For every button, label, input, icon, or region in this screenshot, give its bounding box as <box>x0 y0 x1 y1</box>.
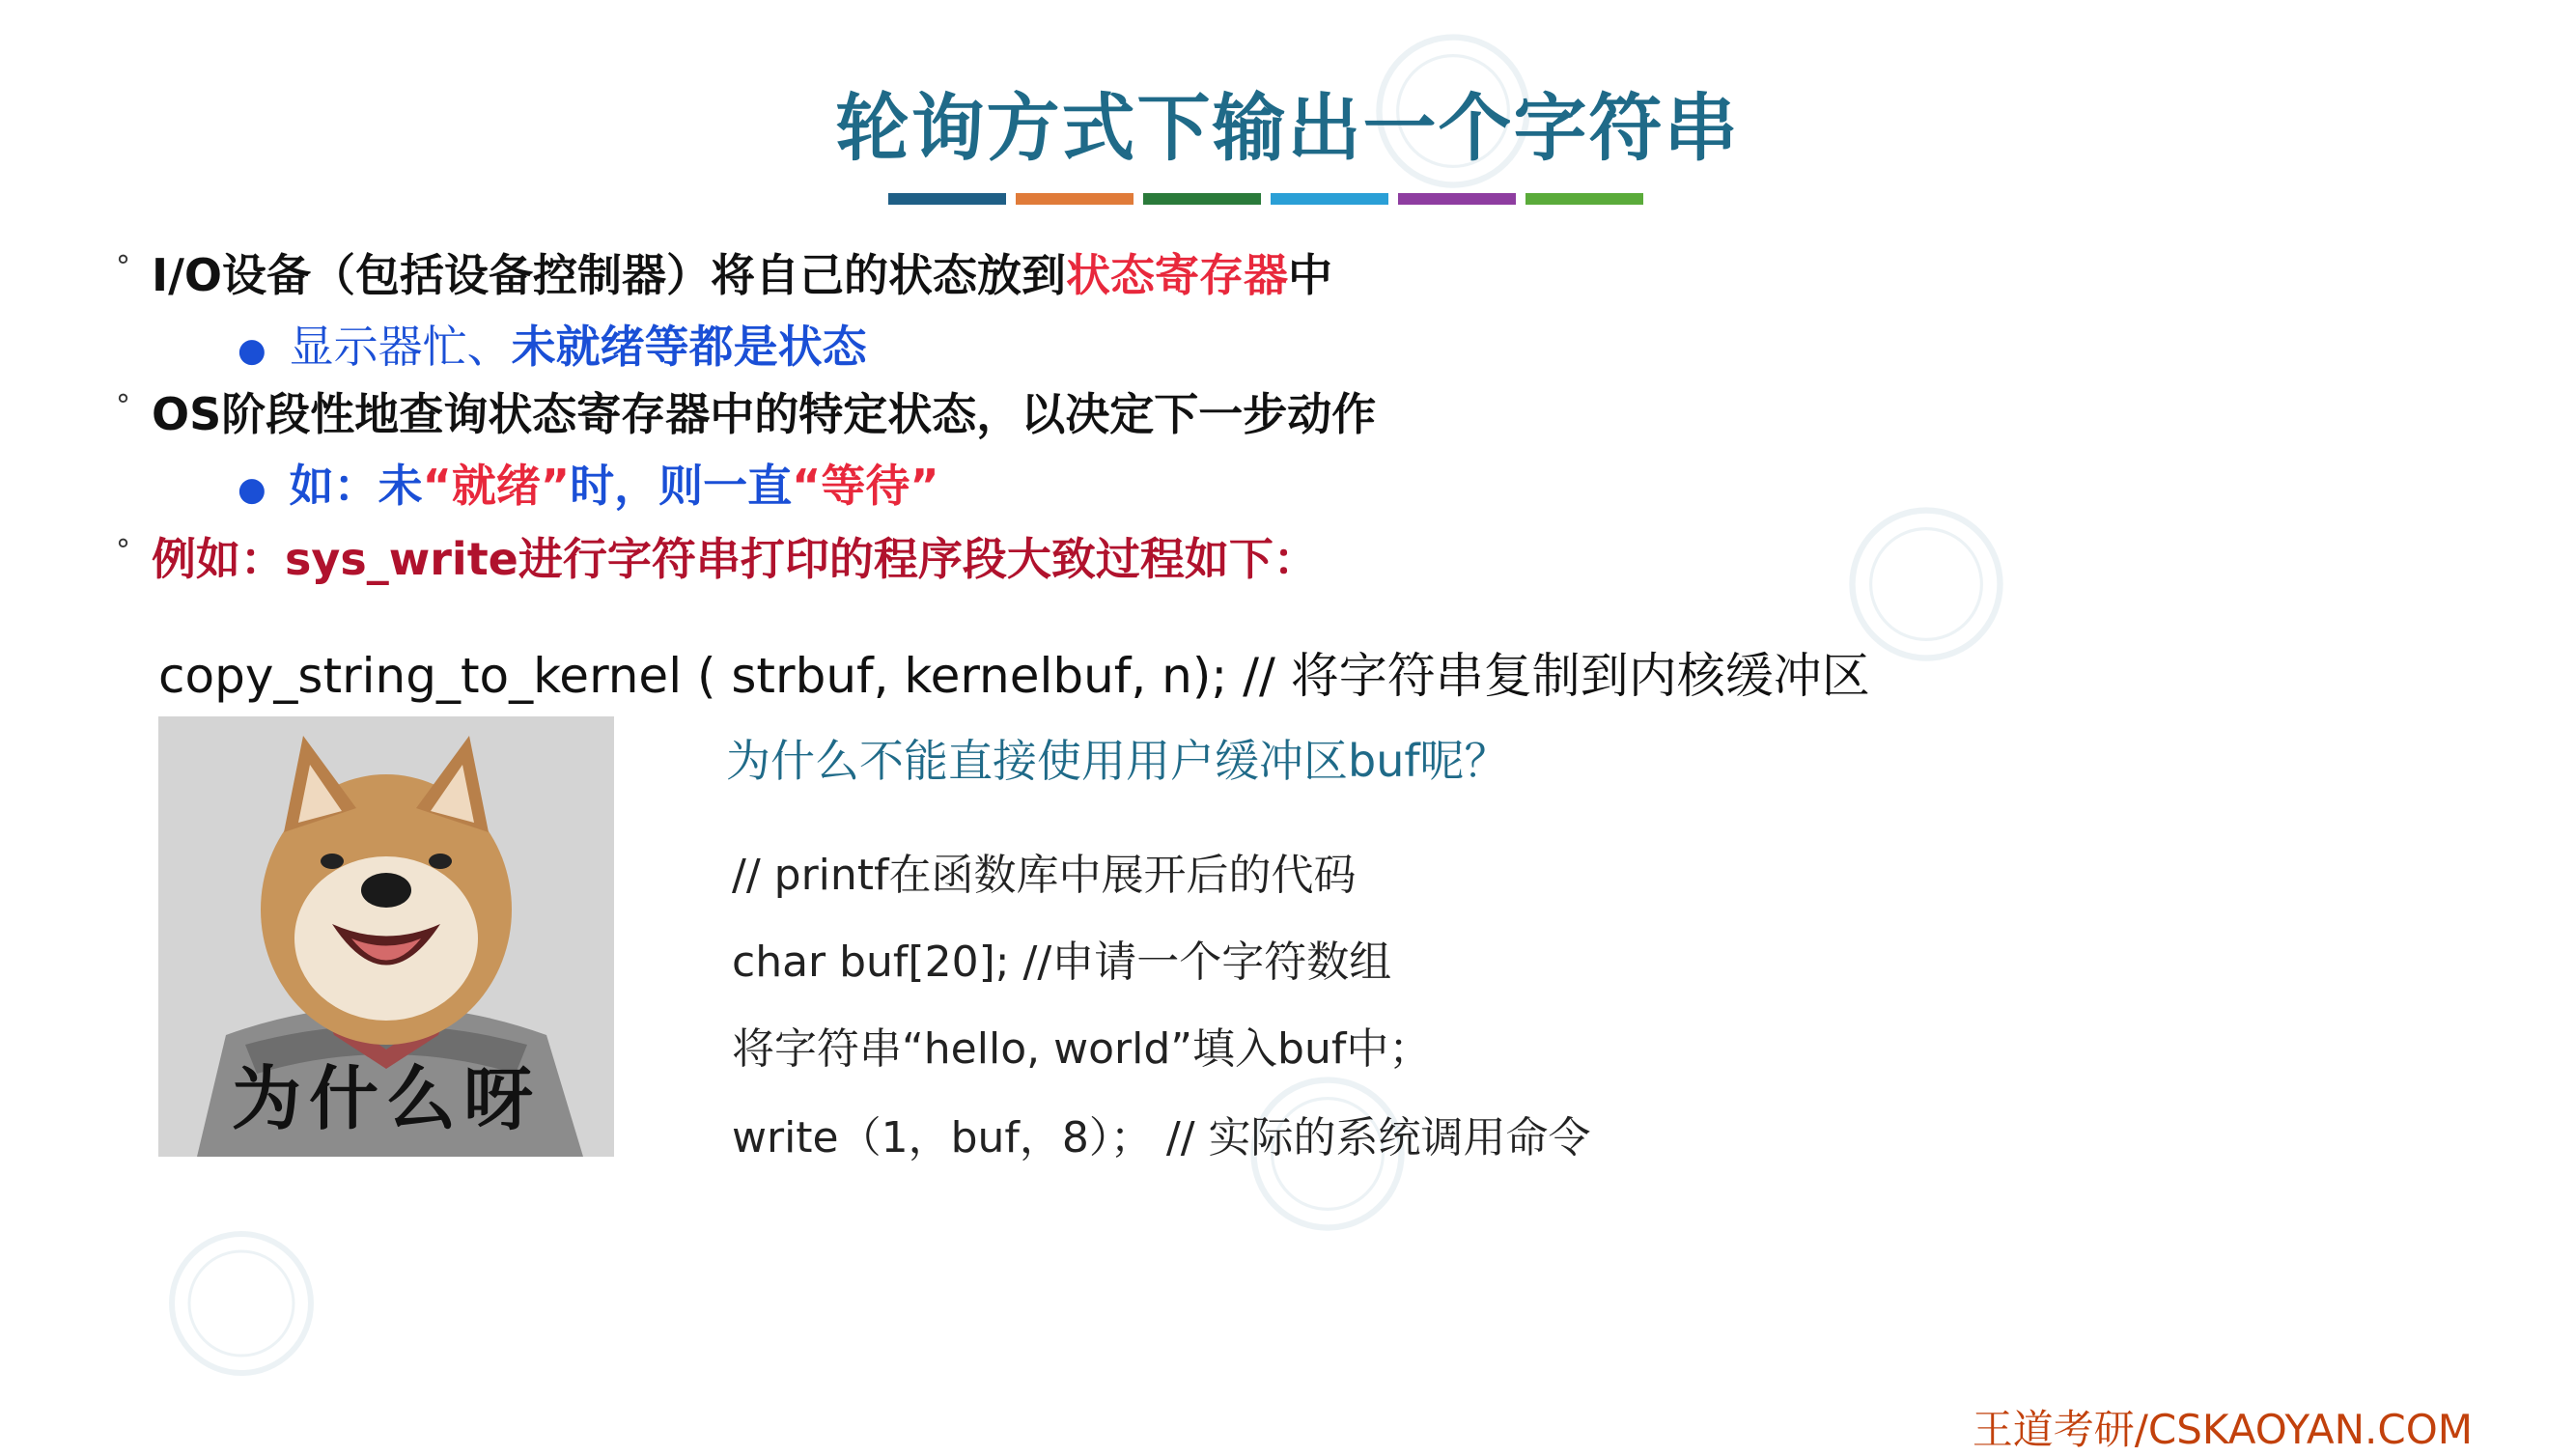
bullet-text-suffix: 中 <box>1288 249 1333 301</box>
color-bar <box>1525 193 1643 205</box>
bullet-marker: ° <box>116 389 130 423</box>
printf-line-4: write（1，buf，8）； // 实际的系统调用命令 <box>732 1113 1591 1162</box>
printf-line-2: char buf[20]; //申请一个字符数组 <box>732 938 1392 987</box>
color-bar <box>1016 193 1134 205</box>
title-color-bars <box>888 193 1643 205</box>
sub-bullet-text-a: 显示器忙、 <box>289 321 512 373</box>
color-bar <box>1271 193 1388 205</box>
printf-line-3: 将字符串“hello, world”填入buf中； <box>732 1024 1432 1074</box>
color-bar <box>1398 193 1516 205</box>
bullet-text: 例如：sys_write进行字符串打印的程序段大致过程如下： <box>152 533 1318 585</box>
sub-bullet-text-b: 时，则一直 <box>570 460 793 512</box>
bullet-text: OS阶段性地查询状态寄存器中的特定状态，以决定下一步动作 <box>152 388 1377 440</box>
color-bar <box>1143 193 1261 205</box>
bullet-io-device <box>116 249 1333 301</box>
color-bar <box>888 193 1006 205</box>
bullet-marker: ° <box>116 250 130 284</box>
sub-bullet-status-examples <box>238 321 867 373</box>
sub-bullet-dot: ● <box>238 469 266 509</box>
sub-bullet-wait-example <box>238 460 939 512</box>
question-text: 为什么不能直接使用用户缓冲区buf呢？ <box>726 735 1509 787</box>
slide-title: 轮询方式下输出一个字符串 <box>835 85 1740 171</box>
highlight-status-register: 状态寄存器 <box>1066 249 1289 301</box>
bullet-os-polling <box>116 388 1377 440</box>
quote-wait: “等待” <box>792 460 939 512</box>
quote-ready: “就绪” <box>422 460 571 512</box>
sub-bullet-dot: ● <box>238 330 266 370</box>
watermark-seal <box>164 1226 319 1381</box>
sub-bullet-text-a: 如：未 <box>289 460 423 512</box>
shiba-meme-image <box>158 716 614 1157</box>
printf-line-1: // printf在函数库中展开后的代码 <box>732 851 1357 900</box>
code-copy-string: copy_string_to_kernel ( strbuf, kernelbuf, n); // 将字符串复制到内核缓冲区 <box>158 648 1870 704</box>
bullet-text: I/O设备（包括设备控制器）将自己的状态放到 <box>152 249 1067 301</box>
bullet-marker: ° <box>116 534 130 568</box>
meme-caption: 为什么呀 <box>231 1058 541 1139</box>
bullet-sys-write-example <box>116 533 1318 585</box>
footer-brand: 王道考研/CSKAOYAN.COM <box>1972 1406 2473 1453</box>
sub-bullet-text-b: 未就绪等都是状态 <box>511 321 867 373</box>
